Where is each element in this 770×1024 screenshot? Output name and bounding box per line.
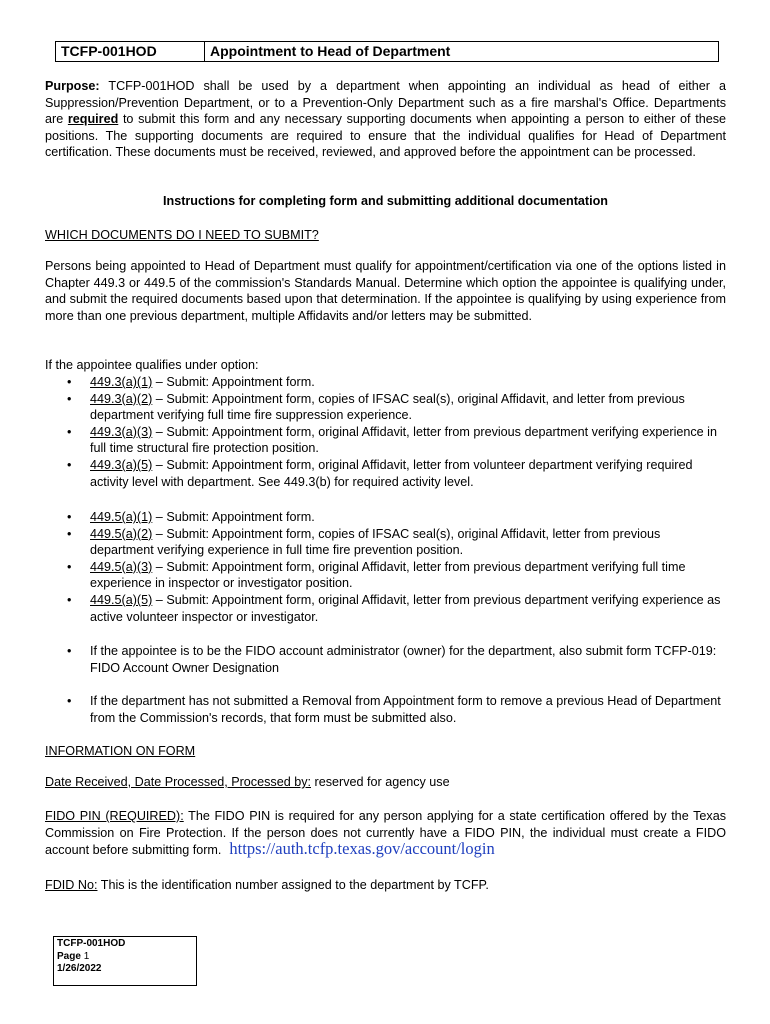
fido-owner-bullet <box>45 643 726 676</box>
which-docs-paragraph: Persons being appointed to Head of Department must qualify for appointment/certification via one of the options listed in Chapter 449.3 or 449.5 of the commission's Standards Manual. Determine which option the appointee is qualifying under, and submit the required documents based upon that determination. If the appointee is qualifying by using experience from more than one previous department, multiple Affidavits and/or letters may be submitted. <box>45 259 726 323</box>
option-code: 449.3(a)(2) <box>90 391 153 406</box>
option-code: 449.5(a)(3) <box>90 559 153 574</box>
purpose-text-a: TCFP-001HOD shall be used by a department when appointing an individual as head of either a Suppression/Prevention Department, or to a Prevention-Only Department such as a fire marshal's Office. Departments are <box>45 79 726 127</box>
list-item <box>45 559 726 592</box>
fido-pin-paragraph <box>45 808 726 859</box>
info-heading: INFORMATION ON FORM <box>45 744 196 758</box>
date-text: reserved for agency use <box>314 775 450 789</box>
option-text: – Submit: Appointment form, original Affidavit, letter from previous department verifying full time experience in inspector or investigator position. <box>90 559 686 591</box>
options-intro: If the appointee qualifies under option: <box>45 358 259 372</box>
list-item <box>45 526 726 559</box>
bullet-icon: • <box>67 457 72 472</box>
form-code: TCFP-001HOD <box>56 42 205 61</box>
option-text: – Submit: Appointment form, original Affidavit, letter from volunteer department verifying required activity level with department. See 449.3(b) for required activity level. <box>90 457 693 489</box>
fido-text: The FIDO PIN is required for any person applying for a state certification offered by the Texas Commission on Fire Protection. If the person does not currently have a FIDO PIN, the individual must create a FIDO account before submitting form. <box>45 809 727 858</box>
option-text: – Submit: Appointment form, copies of IFSAC seal(s), original Affidavit, and letter from previous department verifying full time fire suppression experience. <box>90 391 685 423</box>
form-header <box>55 41 719 62</box>
footer-code: TCFP-001HOD <box>57 938 126 949</box>
purpose-paragraph <box>45 78 726 161</box>
bullet-text: If the appointee is to be the FIDO account administrator (owner) for the department, also submit form TCFP-019: FIDO Account Owner Designation <box>90 644 717 675</box>
fido-login-link[interactable]: https://auth.tcfp.texas.gov/account/login <box>229 839 495 859</box>
bullet-icon: • <box>67 592 72 607</box>
bullet-icon: • <box>67 526 72 541</box>
option-text: – Submit: Appointment form, original Affidavit, letter from previous department verifying experience as active volunteer inspector or investigator. <box>90 592 721 624</box>
option-text: – Submit: Appointment form, copies of IFSAC seal(s), original Affidavit, letter from previous department verifying experience in full time fire prevention position. <box>90 526 661 558</box>
fdid-text: This is the identification number assigned to the department by TCFP. <box>100 878 489 892</box>
bullet-text: If the department has not submitted a Removal from Appointment form to remove a previous Head of Department from the Commission's records, that form must be submitted also. <box>90 694 721 725</box>
list-item <box>45 457 726 490</box>
purpose-label: Purpose: <box>45 79 100 93</box>
list-item <box>45 693 726 726</box>
footer-date: 1/26/2022 <box>57 963 102 974</box>
date-received-line <box>45 774 726 791</box>
bullet-icon: • <box>67 644 72 658</box>
list-item <box>45 424 726 457</box>
bullet-icon: • <box>67 694 72 708</box>
option-text: – Submit: Appointment form, original Affidavit, letter from previous department verifying experience in full time structural fire protection position. <box>90 424 717 456</box>
option-code: 449.5(a)(1) <box>90 510 153 524</box>
list-item <box>45 391 726 424</box>
options-list-449-5 <box>45 509 726 625</box>
bullet-icon: • <box>67 424 72 439</box>
list-item <box>45 374 726 391</box>
option-code: 449.3(a)(3) <box>90 424 153 439</box>
list-item <box>45 509 726 526</box>
bullet-icon: • <box>67 510 72 524</box>
purpose-text-b: to submit this form and any necessary supporting documents when appointing a person to either of these positions. The supporting documents are required to ensure that the individual qualifies for Head of Department certification. These documents must be received, reviewed, and approved before the appointment can be processed. <box>45 112 727 160</box>
list-item <box>45 643 726 676</box>
option-code: 449.5(a)(2) <box>90 526 153 541</box>
option-text: – Submit: Appointment form. <box>152 375 315 389</box>
bullet-icon: • <box>67 375 72 389</box>
footer-page-label: Page <box>57 950 81 962</box>
list-item <box>45 592 726 625</box>
option-code: 449.3(a)(5) <box>90 457 153 472</box>
form-title: Appointment to Head of Department <box>210 43 451 59</box>
bullet-icon: • <box>67 559 72 574</box>
option-code: 449.3(a)(1) <box>90 375 153 389</box>
fido-label: FIDO PIN (REQUIRED): <box>45 809 184 823</box>
option-code: 449.5(a)(5) <box>90 592 153 607</box>
removal-bullet <box>45 693 726 726</box>
page-footer-box <box>53 936 197 986</box>
which-docs-heading: WHICH DOCUMENTS DO I NEED TO SUBMIT? <box>45 228 319 242</box>
options-list-449-3 <box>45 374 726 490</box>
fdid-line <box>45 877 726 894</box>
footer-page-number: 1 <box>83 950 90 962</box>
fdid-label: FDID No: <box>45 878 98 892</box>
date-label: Date Received, Date Processed, Processed by: <box>45 775 311 789</box>
instructions-heading: Instructions for completing form and submitting additional documentation <box>163 194 608 208</box>
purpose-required: required <box>67 112 119 127</box>
bullet-icon: • <box>67 391 72 406</box>
option-text: – Submit: Appointment form. <box>152 510 315 524</box>
